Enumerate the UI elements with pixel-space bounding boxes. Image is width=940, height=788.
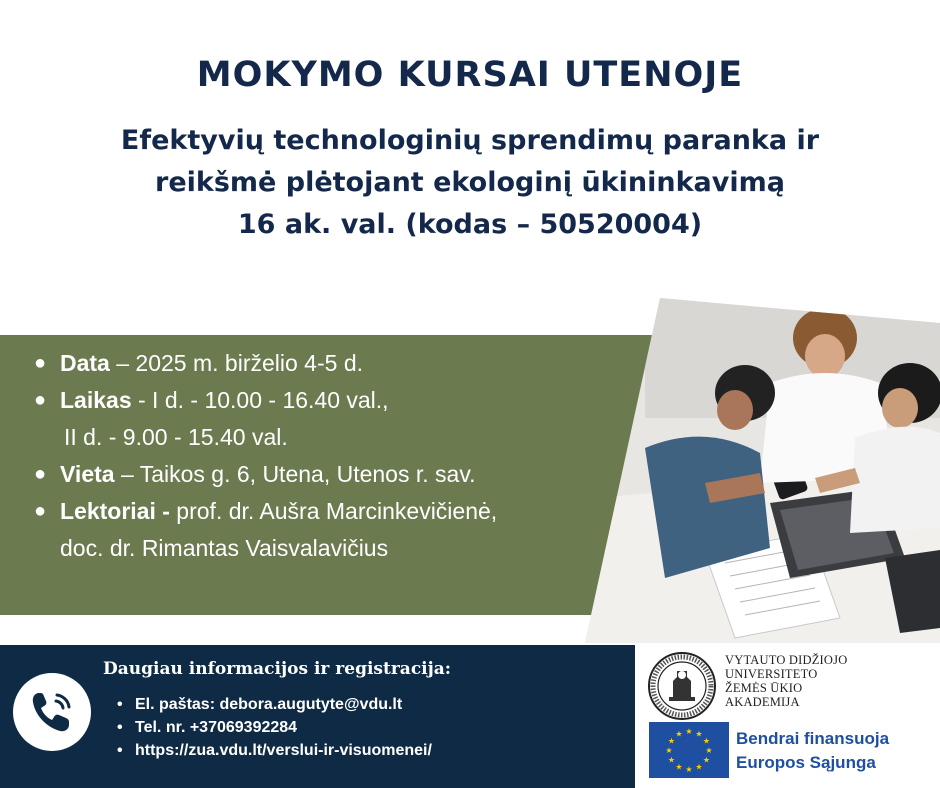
bullet-icon: ● (34, 389, 47, 411)
detail-time-cont: II d. - 9.00 - 15.40 val. (64, 424, 288, 450)
logo-area (635, 645, 940, 788)
svg-text:★: ★ (702, 755, 711, 765)
bullet-icon: ● (34, 352, 47, 374)
subtitle-line-1: Efektyvių technologinių sprendimų paranka ir (120, 125, 820, 156)
detail-place: ● Vieta – Taikos g. 6, Utena, Utenos r. sav. (30, 456, 497, 493)
university-seal-icon (647, 651, 717, 721)
svg-text:★: ★ (695, 762, 703, 772)
detail-date: ● Data – 2025 m. birželio 4-5 d. (30, 345, 497, 382)
detail-lecturers: ● Lektoriai - prof. dr. Aušra Marcinkevičienė, (30, 493, 497, 530)
page-title: MOKYMO KURSAI UTENOJE (196, 55, 744, 95)
university-name: VYTAUTO DIDŽIOJO UNIVERSITETO ŽEMĖS ŪKIO AKADEMIJA (725, 653, 848, 709)
contact-phone[interactable]: • Tel. nr. +37069392284 (117, 719, 298, 736)
students-photo (585, 298, 940, 643)
detail-time: ● Laikas - I d. - 10.00 - 16.40 val., (30, 382, 497, 419)
svg-text:★: ★ (665, 746, 673, 755)
info-title: Daugiau informacijos ir registracija: (103, 659, 452, 679)
svg-text:★: ★ (675, 762, 683, 772)
svg-text:★: ★ (695, 729, 703, 739)
detail-lecturers-cont: doc. dr. Rimantas Vaisvalavičius (60, 535, 389, 561)
svg-text:★: ★ (702, 736, 711, 746)
contact-list (117, 693, 432, 762)
contact-footer (0, 645, 635, 788)
svg-text:★: ★ (685, 727, 693, 736)
contact-email[interactable]: • El. paštas: debora.augutyte@vdu.lt (117, 696, 403, 713)
svg-text:★: ★ (705, 746, 713, 755)
subtitle-line-2: reikšmė plėtojant ekologinį ūkininkavimą (155, 167, 785, 198)
bullet-icon: ● (34, 463, 47, 485)
phone-icon (13, 673, 91, 751)
subtitle-line-3: 16 ak. val. (kodas – 50520004) (237, 209, 703, 240)
svg-text:★: ★ (667, 736, 676, 746)
eu-flag-icon (649, 722, 729, 778)
course-subtitle (0, 120, 940, 246)
svg-text:★: ★ (675, 729, 683, 739)
bullet-icon: ● (34, 500, 47, 522)
svg-text:★: ★ (667, 755, 676, 765)
svg-text:★: ★ (685, 765, 693, 774)
contact-url[interactable]: • https://zua.vdu.lt/verslui-ir-visuomenei/ (117, 742, 432, 759)
course-details (30, 345, 497, 567)
eu-funding-text: Bendrai finansuoja Europos Sąjunga (736, 729, 890, 772)
